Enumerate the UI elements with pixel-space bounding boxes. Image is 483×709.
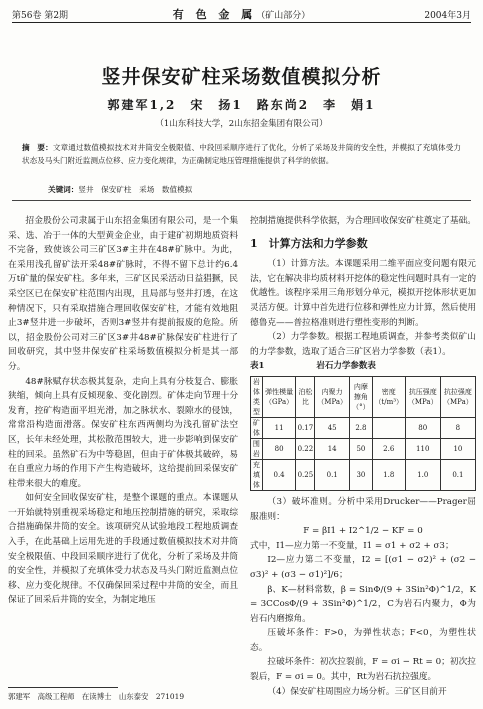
table-header-cell: 内摩擦角（°） <box>349 376 372 417</box>
table-cell: 80 <box>262 438 296 459</box>
table-header-cell: 内聚力（MPa） <box>315 376 350 417</box>
table-cell: 1.8 <box>372 459 405 490</box>
body-paragraph: （3）破坏准则。分析中采用Drucker——Prager屈服准则： <box>250 496 476 522</box>
table-row <box>251 438 476 459</box>
issue-number: 第56卷 第2期 <box>12 11 69 21</box>
table-label: 表1 <box>250 361 265 372</box>
rock-parameters-table <box>250 376 476 491</box>
table-header-cell: 抗压强度（MPa） <box>405 376 440 417</box>
table-cell: 围岩 <box>251 438 263 459</box>
table-cell: 1.0 <box>405 459 440 490</box>
table-cell: 45 <box>315 417 350 438</box>
abstract-label: 摘 要： <box>22 143 53 152</box>
abstract <box>22 142 461 167</box>
table-title: 岩石力学参数表 <box>316 361 376 372</box>
body-paragraph: 招金股份公司隶属于山东招金集团有限公司，是一个集采、选、冶于一体的大型黄金企业，由于建矿初期地质资料不完备，致使该公司三矿区3#主井在48#矿脉中。为此，在采用浅孔留矿法开采48#矿脉时，不得不留下总计约6.4万t矿量的保安矿柱。多年来，三矿区民采活动日益猖獗，民采空区已在保安矿柱范围内出现，且局部与竖井打透，在这种情况下，只有采取措施合理回收保安矿柱，才能有效地阻止3#竖井进一步破坏，否则3#竖井有提前报废的危险。所以，招金股份公司对三矿区3#井48#矿脉保安矿柱进行了回收研究，其中竖井保安矿柱采场数值模拟分析是其一部分。 <box>8 216 238 372</box>
table-cell: 8 <box>440 417 475 438</box>
running-header <box>12 6 471 22</box>
table-row <box>251 417 476 438</box>
table-cell: 0.17 <box>296 417 315 438</box>
keywords <box>48 184 192 195</box>
author-list: 郭建军1,2 宋 扬1 路东尚2 李 娟1 <box>107 98 376 112</box>
table-cell: 0.4 <box>262 459 296 490</box>
table-cell: 矿体 <box>251 417 263 438</box>
journal-name: 有 色 金 属（矿山部分） <box>172 8 311 21</box>
body-paragraph: 拉破坏条件：初次拉裂前，F = σi − Rt = 0；初次拉裂后，F = σi = 0。其中，Rt为岩石抗拉强度。 <box>250 657 476 683</box>
footnote-rule <box>8 687 118 688</box>
body-paragraph: （2）力学参数。根据工程地质调查，并参考类似矿山的力学参数，选取了适合三矿区岩力学参数（表1）。 <box>250 332 476 357</box>
table-cell: 0.1 <box>440 459 475 490</box>
body-paragraph: 48#脉赋存状态极其复杂，走向上具有分枝复合、膨胀狭缩，倾向上具有反倾现象、变化剧烈。矿体走向节理十分发育，控矿构造面平坦光滑，加之脉状水、裂隙水的侵蚀，常常沿构造面滑落。保安矿柱东西两侧均为浅孔留矿法空区，长年未经处理，其松散范围较大，进一步影响到保安矿柱的回采。虽然矿石为中等稳固，但由于矿体极其破碎，易在自重应力场的作用下产生构造破坏，这给提前回采保安矿柱带来很大的难度。 <box>8 376 238 489</box>
author-footnote: 郭建军 高级工程师 在读博士 山东泰安 271019 <box>8 692 185 701</box>
formula-definition: β、K—材料常数，β = SinΦ/(9 + 3Sin²Φ)^1/2，K = 3CCosΦ/(9 + 3Sin²Φ)^1/2，C为岩石内聚力，Φ为岩石内磨擦角。 <box>250 584 476 624</box>
issue-date: 2004年3月 <box>424 11 471 21</box>
formula-definition: 式中，I1—应力第一不变量，I1 = σ1 + σ2 + σ3； <box>250 540 454 551</box>
article-title: 竖井保安矿柱采场数值模拟分析 <box>101 66 382 88</box>
table-cell: 50 <box>349 438 372 459</box>
table-cell: 14 <box>315 438 350 459</box>
body-paragraph: 如何安全回收保安矿柱，是整个课题的重点。本课题从一开始就特别重视采场稳定和地压控制措施的研究，采取综合措施确保井筒的安全。该项研究从试验地段工程地质调查入手，在此基础上运用先进的手段通过数值模拟技术对井筒安全极限值、中段回采顺序进行了优化，分析了采场及井筒的安全性，并模拟了充填体受力状态及马头门附近监测点位移、应力变化规律。不仅确保回采过程中井筒的安全，而且保证了回采后井筒的安全，为制定地压 <box>8 493 238 606</box>
table-cell: 80 <box>405 417 440 438</box>
abstract-text: 文章通过数值模拟技术对井筒安全极限值、中段回采顺序进行了优化，分析了采场及井筒的安全性，并模拟了充填体受力状态及马头门附近监测点位移、应力变化规律，为正确制定地压管理措施提供了科学的依据。 <box>22 143 462 165</box>
body-paragraph: （1）计算方法。本课题采用二维平面应变问题有限元法，它在解决非均质材料开挖体的稳定性问题时具有一定的优越性。该程序采用三角形划分单元，模拟开挖体形状更加灵活方便。计算中首先进行位移和弹性应力计算，然后使用德鲁克——普拉格准则进行塑性变形的判断。 <box>250 259 476 328</box>
body-paragraph: （4）保安矿柱周围应力场分析。三矿区目前开 <box>267 686 447 697</box>
table-row <box>251 459 476 490</box>
yield-formula: F = βI1 + I2^1/2 − KF = 0 <box>303 526 423 537</box>
table-header-cell: 岩体类型 <box>251 376 263 417</box>
body-paragraph: 压破坏条件：F>0，为弹性状态；F<0，为塑性状态。 <box>250 628 476 653</box>
table-cell: 10 <box>440 438 475 459</box>
table-cell: 2.6 <box>372 438 405 459</box>
table-cell <box>372 417 405 438</box>
body-paragraph: 控制措施提供科学依据，为合理回收保安矿柱奠定了基础。 <box>250 216 476 226</box>
table-header-cell: 密度（t/m³） <box>372 376 405 417</box>
table-cell: 30 <box>349 459 372 490</box>
author-affiliations: （1山东科技大学，2山东招金集团有限公司） <box>155 119 328 129</box>
table-header-row <box>251 376 476 417</box>
formula-definition: I2—应力第二不变量，I2 = [(σ1 − σ2)² + (σ2 − σ3)² + (σ3 − σ1)²]/6； <box>250 555 476 580</box>
header-rule <box>12 22 471 23</box>
table-cell: 110 <box>405 438 440 459</box>
table-cell: 2.8 <box>349 417 372 438</box>
table-cell: 0.22 <box>296 438 315 459</box>
table-cell: 充填体 <box>251 459 263 490</box>
table-cell: 11 <box>262 417 296 438</box>
left-column <box>8 214 238 608</box>
table-cell: 0.25 <box>296 459 315 490</box>
keywords-text: 竖井 保安矿柱 采场 数值模拟 <box>78 185 193 194</box>
right-column <box>250 214 476 699</box>
section-heading: 1 计算方法和力学参数 <box>250 236 368 250</box>
table-header-cell: 泊松比 <box>296 376 315 417</box>
table-cell: 0.1 <box>315 459 350 490</box>
table-header-cell: 弹性模量（GPa） <box>262 376 296 417</box>
table-caption <box>250 359 476 374</box>
abstract-divider <box>12 200 471 201</box>
keywords-label: 关键词： <box>48 185 79 194</box>
table-header-cell: 抗拉强度（MPa） <box>440 376 475 417</box>
